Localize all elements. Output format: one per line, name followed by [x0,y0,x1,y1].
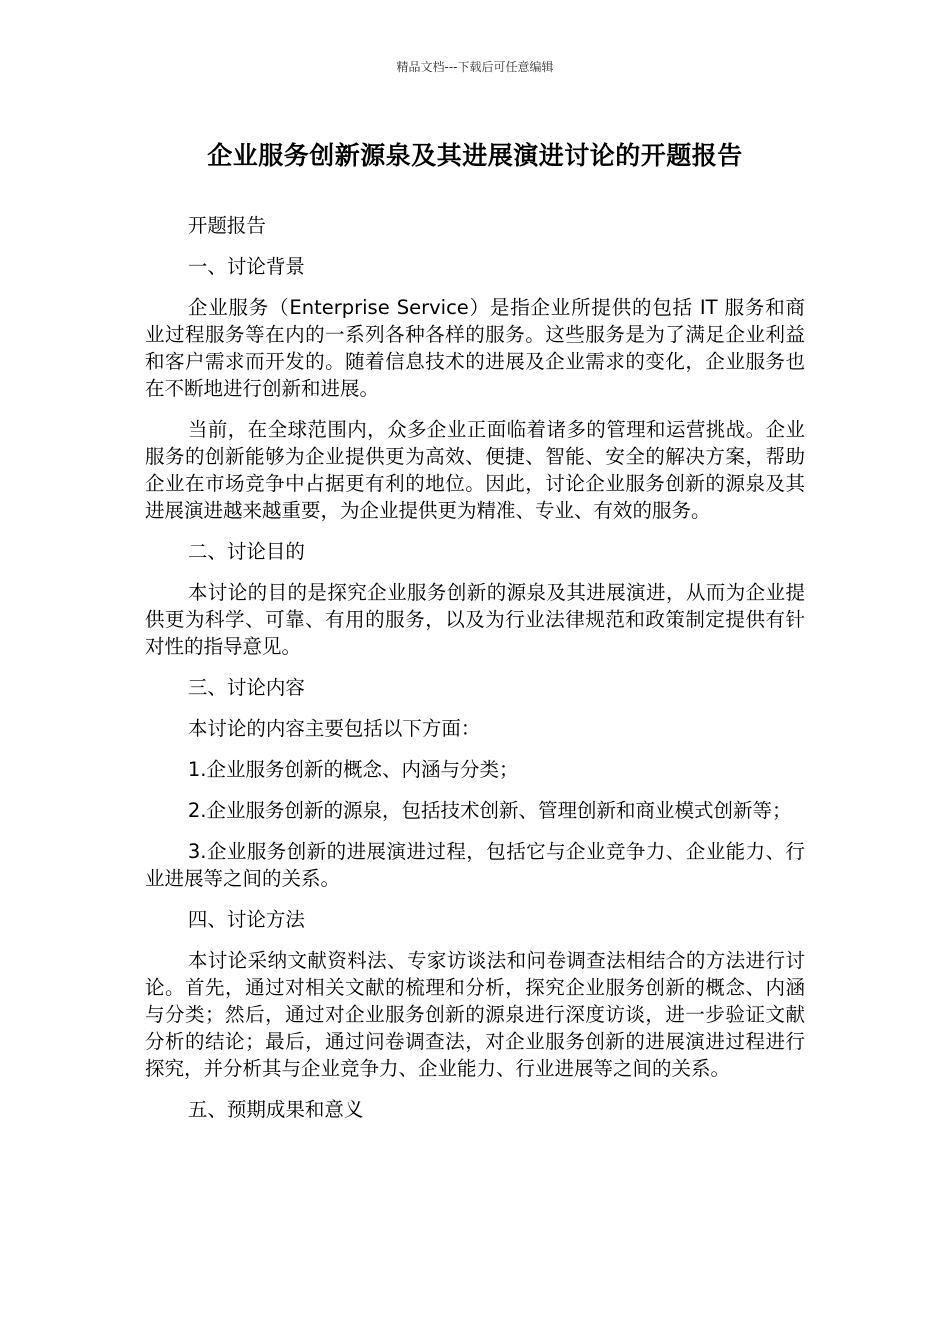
header-note: 精品文档---下载后可任意编辑 [396,60,554,74]
section-heading-background: 一、讨论背景 [187,255,305,278]
paragraph-background-2: 当前，在全球范围内，众多企业正面临着诸多的管理和运营挑战。企业服务的创新能够为企业提供更为高效、便捷、智能、安全的解决方案，帮助企业在市场竞争中占据更有利的地位。因此，讨论企业服务创新的源泉及其进展演进越来越重要，为企业提供更为精准、专业、有效的服务。 [145,418,805,522]
document-body [145,212,805,1137]
list-item-content-1: 1.企业服务创新的概念、内涵与分类； [187,758,519,781]
paragraph-method: 本讨论采纳文献资料法、专家访谈法和问卷调查法相结合的方法进行讨论。首先，通过对相关文献的梳理和分析，探究企业服务创新的概念、内涵与分类；然后，通过对企业服务创新的源泉进行深度访谈，进一步验证文献分析的结论；最后，通过问卷调查法，对企业服务创新的进展演进过程进行探究，并分析其与企业竞争力、企业能力、行业进展等之间的关系。 [145,949,805,1080]
section-heading-content: 三、讨论内容 [187,676,305,699]
paragraph-report-label: 开题报告 [187,214,266,237]
section-heading-purpose: 二、讨论目的 [187,540,305,563]
paragraph-background-1: 企业服务（Enterprise Service）是指企业所提供的包括 IT 服务和商业过程服务等在内的一系列各种各样的服务。这些服务是为了满足企业利益和客户需求而开发的。随着信息技术的进展及企业需求的变化，企业服务也在不断地进行创新和进展。 [145,296,805,400]
list-item-content-3: 3.企业服务创新的进展演进过程，包括它与企业竞争力、企业能力、行业进展等之间的关系。 [145,840,805,890]
paragraph-purpose: 本讨论的目的是探究企业服务创新的源泉及其进展演进，从而为企业提供更为科学、可靠、有用的服务，以及为行业法律规范和政策制定提供有针对性的指导意见。 [145,581,805,658]
document-title: 企业服务创新源泉及其进展演进讨论的开题报告 [207,141,743,170]
list-item-content-2: 2.企业服务创新的源泉，包括技术创新、管理创新和商业模式创新等； [187,799,792,822]
paragraph-content-intro: 本讨论的内容主要包括以下方面： [187,717,481,740]
section-heading-outcomes: 五、预期成果和意义 [187,1098,364,1121]
section-heading-method: 四、讨论方法 [187,908,305,931]
